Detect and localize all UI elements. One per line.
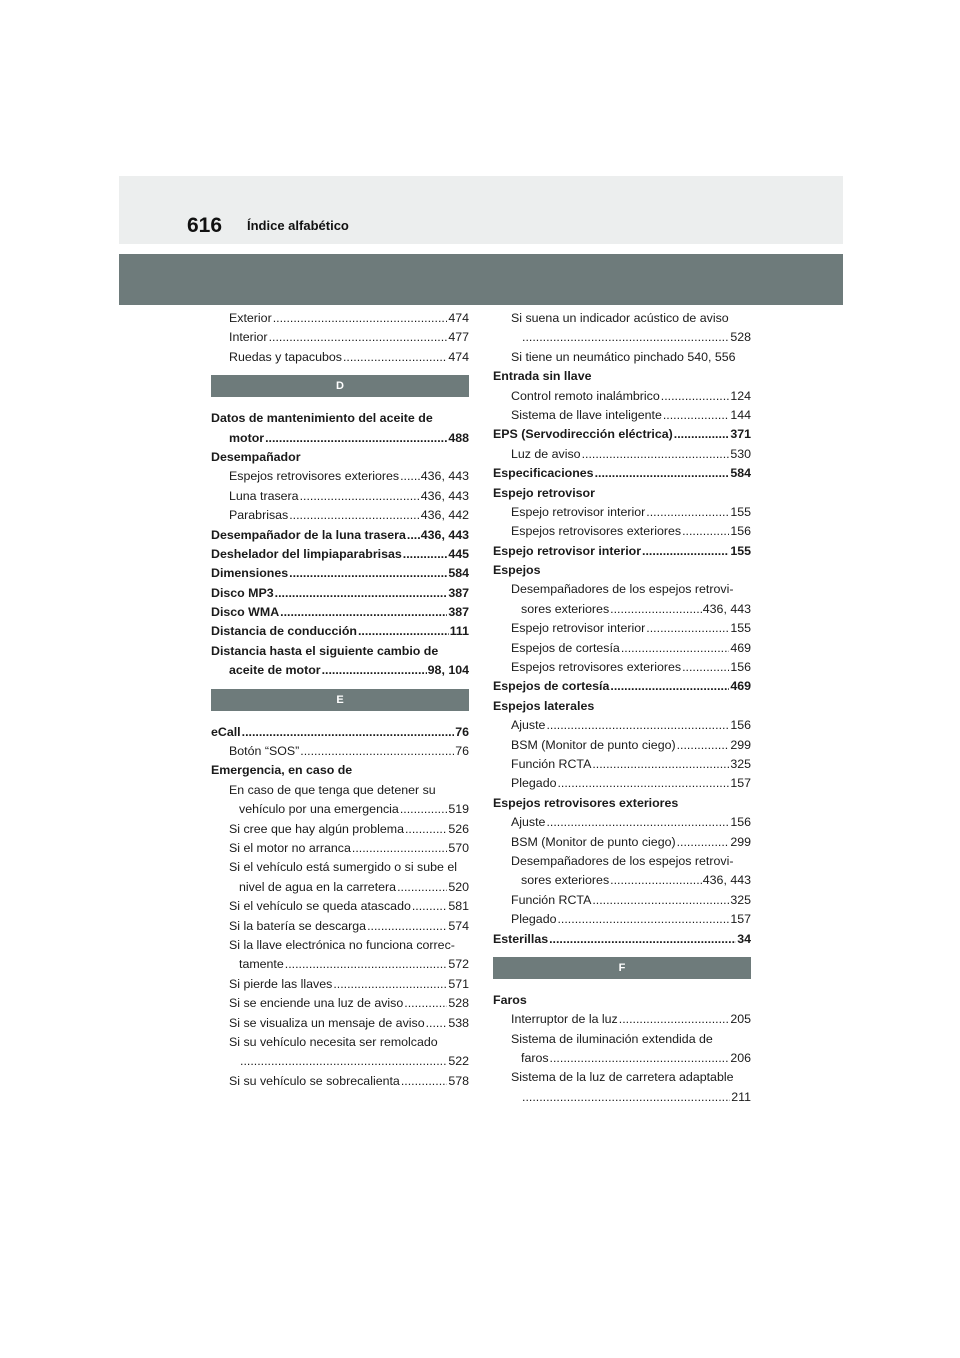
entry-text: vehículo por una emergencia	[239, 802, 399, 817]
entry-text: Espejo retrovisor interior	[511, 621, 646, 636]
leader-dots	[621, 639, 729, 658]
index-entry	[493, 484, 751, 503]
index-entry	[211, 448, 469, 467]
page-reference: 436, 443	[420, 527, 469, 542]
index-entry	[211, 1033, 469, 1052]
leader-dots	[619, 1010, 730, 1029]
index-entry	[493, 542, 751, 561]
page-reference: 474	[448, 349, 469, 364]
leader-dots	[682, 522, 729, 541]
leader-dots	[322, 661, 427, 680]
index-entry	[493, 639, 751, 658]
index-entry	[493, 503, 751, 522]
entry-text: Espejos retrovisores exteriores	[511, 524, 682, 539]
page-reference: 325	[730, 756, 751, 771]
index-entry	[493, 309, 751, 328]
entry-text: Interruptor de la luz	[511, 1012, 618, 1027]
leader-dots	[426, 1014, 448, 1033]
entry-text: Espejo retrovisor interior	[493, 543, 642, 558]
entry-text: sores exteriores	[521, 873, 610, 888]
entry-text: Si pierde las llaves	[229, 976, 333, 991]
entry-text: Espejos de cortesía	[493, 679, 610, 694]
page-reference: 477	[448, 330, 469, 345]
page-reference: 157	[730, 912, 751, 927]
section-title: Índice alfabético	[247, 218, 349, 233]
leader-dots	[400, 800, 448, 819]
entry-text: Dimensiones	[211, 566, 289, 581]
section-letter-d: D	[211, 375, 469, 397]
entry-text: Faros	[493, 992, 527, 1007]
index-entry	[493, 774, 751, 793]
entry-text: Datos de mantenimiento del aceite de	[211, 411, 433, 426]
page-reference: 528	[730, 330, 751, 345]
index-entry	[211, 994, 469, 1013]
entry-text: Si el motor no arranca	[229, 840, 351, 855]
entry-text: EPS (Servodirección eléctrica)	[493, 427, 673, 442]
leader-dots	[582, 445, 730, 464]
index-column-right	[493, 309, 751, 1107]
entry-text: Sistema de iluminación extendida de	[511, 1031, 713, 1046]
leader-dots	[242, 723, 455, 742]
entry-text: Función RCTA	[511, 756, 592, 771]
page-reference: 469	[730, 640, 751, 655]
index-entry	[211, 820, 469, 839]
index-entry	[211, 975, 469, 994]
leader-dots	[663, 406, 729, 425]
entry-text: Si el vehículo está sumergido o si sube el	[229, 860, 457, 875]
entry-text: nivel de agua en la carretera	[239, 879, 397, 894]
page-reference: 436, 443	[420, 488, 469, 503]
index-entry	[211, 545, 469, 564]
entry-text: Emergencia, en caso de	[211, 763, 353, 778]
index-entry	[493, 755, 751, 774]
page-reference: 572	[448, 957, 469, 972]
entry-text: eCall	[211, 724, 241, 739]
leader-dots	[269, 328, 448, 347]
index-entry	[211, 328, 469, 347]
leader-dots	[333, 975, 447, 994]
index-entry	[211, 936, 469, 955]
leader-dots	[557, 774, 729, 793]
index-entry	[211, 1052, 469, 1071]
index-entry	[493, 425, 751, 444]
index-entry	[211, 584, 469, 603]
entry-text: Deshelador del limpiaparabrisas	[211, 546, 402, 561]
leader-dots	[522, 1088, 730, 1107]
index-entry	[493, 910, 751, 929]
page-reference: 387	[448, 605, 469, 620]
page-reference: 206	[730, 1051, 751, 1066]
leader-dots	[557, 910, 729, 929]
entry-text: En caso de que tenga que detener su	[229, 782, 436, 797]
page-reference: 519	[448, 802, 469, 817]
leader-dots	[343, 348, 447, 367]
index-entry	[211, 839, 469, 858]
entry-text: Si la llave electrónica no funciona correc-	[229, 937, 455, 952]
index-entry	[493, 1088, 751, 1107]
page-reference: 325	[730, 892, 751, 907]
index-entry	[211, 1072, 469, 1091]
index-entry	[493, 328, 751, 347]
leader-dots	[400, 467, 420, 486]
leader-dots	[592, 755, 729, 774]
entry-text: Espejos laterales	[493, 698, 595, 713]
entry-text: Interior	[229, 330, 268, 345]
index-entry	[211, 742, 469, 761]
index-entry	[493, 445, 751, 464]
index-entry	[493, 833, 751, 852]
entry-text: Espejos retrovisores exteriores	[493, 795, 679, 810]
page-reference: 530	[730, 446, 751, 461]
index-entry	[211, 723, 469, 742]
index-entry	[211, 348, 469, 367]
entry-text: Ajuste	[511, 718, 546, 733]
leader-dots	[265, 429, 447, 448]
entry-text: Esterillas	[493, 931, 549, 946]
index-entry	[493, 1068, 751, 1087]
entry-text: Si suena un indicador acústico de aviso	[511, 311, 729, 325]
entry-text: Si el vehículo se queda atascado	[229, 899, 411, 914]
entry-text: sores exteriores	[521, 601, 610, 616]
leader-dots	[352, 839, 447, 858]
leader-dots	[300, 742, 454, 761]
entry-text: Desempañadores de los espejos retrovi-	[511, 853, 734, 868]
page-reference: 436, 443	[420, 469, 469, 484]
entry-text: Distancia hasta el siguiente cambio de	[211, 643, 439, 658]
index-entry	[211, 429, 469, 448]
entry-text: Botón “SOS”	[229, 744, 300, 759]
index-entry	[493, 348, 751, 367]
page-reference: 522	[448, 1054, 469, 1069]
index-entry	[493, 1030, 751, 1049]
leader-dots	[367, 917, 447, 936]
page-reference: 144	[730, 407, 751, 422]
page-reference: 574	[448, 918, 469, 933]
index-entry	[211, 917, 469, 936]
leader-dots	[275, 584, 448, 603]
page-reference: 155	[730, 621, 751, 636]
leader-dots	[407, 526, 420, 545]
entry-text: Desempañador	[211, 449, 301, 464]
index-entry	[493, 580, 751, 599]
page-reference: 436, 443	[702, 873, 751, 888]
index-entry	[493, 1010, 751, 1029]
index-entry	[493, 930, 751, 949]
entry-text: Luz de aviso	[511, 446, 581, 461]
index-entry	[211, 467, 469, 486]
entry-text: faros	[521, 1051, 549, 1066]
page-reference: 371	[730, 427, 751, 442]
index-entry	[493, 464, 751, 483]
entry-text: Espejos retrovisores exteriores	[511, 660, 682, 675]
page-reference: 156	[730, 815, 751, 830]
entry-text: Ruedas y tapacubos	[229, 349, 342, 364]
page-reference: 98, 104	[427, 663, 469, 678]
leader-dots	[240, 1052, 447, 1071]
leader-dots	[401, 1072, 447, 1091]
leader-dots	[592, 891, 729, 910]
index-column-left	[211, 309, 469, 1091]
index-entry	[493, 522, 751, 541]
section-letter-f: F	[493, 957, 751, 979]
index-entry	[211, 761, 469, 780]
leader-dots	[397, 878, 447, 897]
leader-dots	[403, 545, 448, 564]
index-entry	[211, 622, 469, 641]
leader-dots	[412, 897, 447, 916]
index-entry	[211, 603, 469, 622]
index-entry	[211, 487, 469, 506]
leader-dots	[610, 677, 729, 696]
index-entry	[493, 658, 751, 677]
entry-text: Si la batería se descarga	[229, 918, 367, 933]
leader-dots	[546, 716, 729, 735]
index-entry	[493, 677, 751, 696]
index-entry	[211, 526, 469, 545]
leader-dots	[289, 506, 420, 525]
page-reference: 34	[737, 931, 751, 946]
page-reference: 474	[448, 311, 469, 325]
entry-text: BSM (Monitor de punto ciego)	[511, 737, 676, 752]
entry-text: Si se visualiza un mensaje de aviso	[229, 1015, 425, 1030]
index-entry	[211, 858, 469, 877]
leader-dots	[646, 503, 729, 522]
page-reference: 570	[448, 840, 469, 855]
leader-dots	[646, 619, 729, 638]
page-reference: 578	[448, 1073, 469, 1088]
entry-text: Desempañador de la luna trasera	[211, 527, 406, 542]
index-entry	[493, 619, 751, 638]
page-reference: 76	[455, 744, 469, 759]
index-entry	[211, 897, 469, 916]
page-reference: 488	[448, 430, 469, 445]
page-reference: 205	[730, 1012, 751, 1027]
index-entry	[211, 309, 469, 328]
entry-text: Ajuste	[511, 815, 546, 830]
entry-text: tamente	[239, 957, 284, 972]
leader-dots	[404, 994, 447, 1013]
page-reference: 581	[448, 899, 469, 914]
leader-dots	[674, 425, 730, 444]
entry-text: Plegado	[511, 776, 557, 791]
index-entry	[211, 955, 469, 974]
entry-text: Espejo retrovisor interior	[511, 504, 646, 519]
page-number: 616	[187, 214, 223, 237]
page-reference: 584	[730, 466, 751, 481]
leader-dots	[549, 930, 736, 949]
leader-dots	[280, 603, 447, 622]
page-reference: 520	[448, 879, 469, 894]
entry-text: Control remoto inalámbrico	[511, 388, 660, 403]
index-entry	[493, 852, 751, 871]
index-entry	[211, 800, 469, 819]
entry-text: Plegado	[511, 912, 557, 927]
index-entry	[493, 561, 751, 580]
entry-text: Disco WMA	[211, 605, 280, 620]
leader-dots	[677, 833, 730, 852]
page-reference: 445	[448, 546, 469, 561]
index-entry	[493, 1049, 751, 1068]
page-reference: 124	[730, 388, 751, 403]
page-reference: 528	[448, 996, 469, 1011]
leader-dots	[677, 736, 730, 755]
index-entry	[493, 716, 751, 735]
index-entry	[493, 406, 751, 425]
index-entry	[493, 367, 751, 386]
index-entry	[493, 697, 751, 716]
entry-text: Si cree que hay algún problema	[229, 821, 404, 836]
page-reference: 299	[730, 737, 751, 752]
index-entry	[493, 794, 751, 813]
entry-text: Especificaciones	[493, 466, 594, 481]
page-reference: 155	[730, 504, 751, 519]
page-reference: 538	[448, 1015, 469, 1030]
page-reference: 299	[730, 834, 751, 849]
page-reference: 526	[448, 821, 469, 836]
leader-dots	[522, 328, 729, 347]
index-entry	[211, 781, 469, 800]
entry-text: Función RCTA	[511, 892, 592, 907]
page-reference: 156	[730, 660, 751, 675]
entry-text: Disco MP3	[211, 585, 274, 600]
leader-dots	[546, 813, 729, 832]
index-entry	[211, 409, 469, 428]
page-reference: 584	[448, 566, 469, 581]
leader-dots	[550, 1049, 730, 1068]
leader-dots	[358, 622, 449, 641]
page-reference: 111	[449, 624, 469, 639]
leader-dots	[610, 600, 702, 619]
entry-text: Sistema de la luz de carretera adaptable	[511, 1070, 734, 1085]
index-entry	[493, 871, 751, 890]
page-reference: 156	[730, 524, 751, 539]
entry-text: Espejos	[493, 563, 541, 578]
entry-text: Si se enciende una luz de aviso	[229, 996, 404, 1011]
entry-text: BSM (Monitor de punto ciego)	[511, 834, 676, 849]
entry-text: Parabrisas	[229, 508, 289, 523]
entry-text: Si su vehículo necesita ser remolcado	[229, 1034, 438, 1049]
entry-text: aceite de motor	[229, 663, 321, 678]
entry-text: Espejos de cortesía	[511, 640, 620, 655]
entry-text: motor	[229, 430, 265, 445]
index-entry	[211, 661, 469, 680]
entry-text: Distancia de conducción	[211, 624, 357, 639]
page-reference: 211	[731, 1089, 751, 1104]
index-entry	[211, 506, 469, 525]
leader-dots	[642, 542, 729, 561]
page-reference: 469	[730, 679, 751, 694]
header-band	[119, 176, 843, 244]
index-entry	[493, 600, 751, 619]
leader-dots	[285, 955, 448, 974]
entry-text: Luna trasera	[229, 488, 299, 503]
entry-text: Espejo retrovisor	[493, 485, 595, 500]
leader-dots	[595, 464, 730, 483]
page-reference: 436, 443	[702, 601, 751, 616]
page-reference: 157	[730, 776, 751, 791]
header-dark-band	[119, 254, 843, 305]
page-reference: 155	[730, 543, 751, 558]
leader-dots	[661, 387, 730, 406]
entry-text: Desempañadores de los espejos retrovi-	[511, 582, 734, 597]
index-entry	[493, 387, 751, 406]
entry-text: Exterior	[229, 311, 272, 325]
index-entry	[211, 564, 469, 583]
page-reference: 571	[448, 976, 469, 991]
entry-text: Entrada sin llave	[493, 369, 592, 384]
leader-dots	[273, 309, 448, 328]
leader-dots	[300, 487, 420, 506]
entry-text: Sistema de llave inteligente	[511, 407, 662, 422]
leader-dots	[682, 658, 729, 677]
leader-dots	[289, 564, 447, 583]
page-reference: 436, 442	[420, 508, 469, 523]
leader-dots	[405, 820, 447, 839]
page-reference: 76	[455, 724, 469, 739]
entry-text: Espejos retrovisores exteriores	[229, 469, 400, 484]
index-entry	[211, 878, 469, 897]
entry-text: Si su vehículo se sobrecalienta	[229, 1073, 400, 1088]
entry-text: Si tiene un neumático pinchado 540, 556	[511, 349, 736, 364]
index-entry	[493, 813, 751, 832]
index-entry	[211, 642, 469, 661]
index-entry	[211, 1014, 469, 1033]
index-entry	[493, 891, 751, 910]
leader-dots	[610, 871, 702, 890]
index-entry	[493, 736, 751, 755]
page-reference: 387	[448, 585, 469, 600]
section-letter-e: E	[211, 689, 469, 711]
page-reference: 156	[730, 718, 751, 733]
index-entry	[493, 991, 751, 1010]
